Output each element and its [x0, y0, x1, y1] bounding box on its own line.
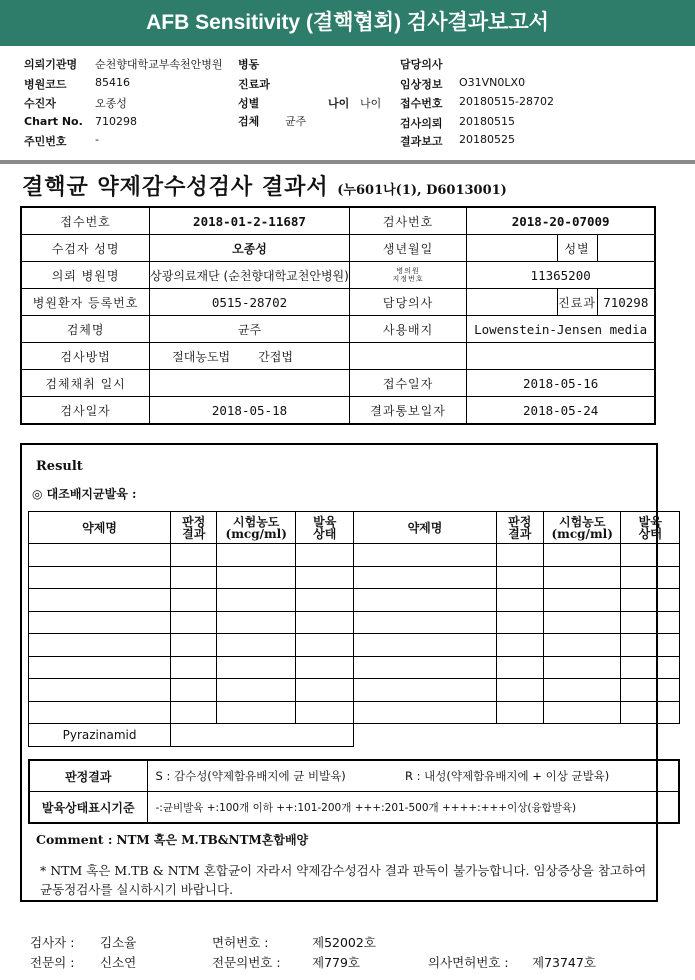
- patient-label: 수진자: [24, 97, 56, 110]
- table-row: [29, 589, 680, 612]
- collect-label: 검체채취 일시: [21, 370, 150, 397]
- specialist-label: 전문의 :: [30, 955, 75, 970]
- conc-header-2: 시험농도 (mcg/ml): [543, 512, 621, 544]
- drug-name-header-2: 약제명: [354, 512, 496, 544]
- hosp-code-label: 병원코드: [24, 78, 67, 91]
- birth-label: 생년월일: [349, 235, 466, 262]
- req-org-label: 의뢰기관명: [24, 58, 78, 71]
- rrn-value: -: [95, 133, 99, 146]
- judge-legend-label: 판정결과: [29, 760, 147, 792]
- examiner-label: 검사자 :: [30, 935, 75, 950]
- requested-label: 검사의뢰: [400, 117, 443, 130]
- designation-value: 11365200: [467, 262, 655, 289]
- comment-note: * NTM 혹은 M.TB & NTM 혼합균이 자라서 약제감수성검사 결과 판독이 불가능합니다. 임상증상을 참고하여 균동정검사를 실시하시기 바랍니다.: [40, 863, 647, 897]
- notified-label: 결과통보일자: [349, 397, 466, 425]
- result-box: [20, 443, 662, 902]
- requested-value: 20180515: [459, 115, 515, 128]
- growth-legend-label: 발육상태표시기준: [29, 792, 147, 824]
- table-row: [29, 544, 680, 567]
- specimen-name-label: 검체명: [21, 316, 150, 343]
- table-row: [29, 611, 680, 634]
- table-row: [29, 566, 680, 589]
- pyrazinamid-cell: Pyrazinamid: [29, 724, 171, 747]
- growth-header: 발육 상태: [296, 512, 354, 544]
- birth-value: [467, 235, 557, 262]
- ward-label: 병동: [238, 58, 260, 71]
- judge-header-2: 판정 결과: [496, 512, 543, 544]
- drug-table: [28, 511, 680, 747]
- conc-header: 시험농도 (mcg/ml): [217, 512, 296, 544]
- exam-no-value: 20180515-28702: [459, 95, 554, 108]
- chart-label: Chart No.: [24, 115, 83, 128]
- control-culture-label: ◎ 대조배지균발육 :: [32, 487, 137, 501]
- specialist-no-label: 전문의번호 :: [212, 955, 281, 970]
- patient-value: 오종성: [95, 97, 127, 110]
- tested-value: 2018-05-18: [150, 397, 350, 425]
- table-row: [29, 634, 680, 657]
- table-row: [29, 656, 680, 679]
- clinical-label: 임상정보: [400, 78, 443, 91]
- received-value: 2018-05-16: [467, 370, 655, 397]
- sex-label: 성별: [557, 235, 597, 262]
- result-heading: Result: [36, 459, 83, 474]
- dept-value: 710298: [597, 289, 655, 316]
- age-label: 나이: [328, 97, 350, 110]
- drug-name-header: 약제명: [29, 512, 171, 544]
- test-no-value: 2018-20-07009: [467, 207, 655, 235]
- receipt-no-label: 접수번호: [21, 207, 150, 235]
- rrn-label: 주민번호: [24, 135, 67, 148]
- designation-label: 병의원 지정번호: [349, 262, 466, 289]
- doctor-label-cell: 담당의사: [349, 289, 466, 316]
- req-org-value: 순천향대학교부속천안병원: [95, 58, 223, 71]
- age-value: 나이: [360, 97, 382, 110]
- report-banner: AFB Sensitivity (결핵협회) 검사결과보고서: [0, 0, 695, 46]
- reg-no-label: 병원환자 등록번호: [21, 289, 150, 316]
- reported-label: 결과보고: [400, 135, 443, 148]
- comment-value: NTM 혹은 M.TB&NTM혼합배양: [116, 833, 309, 847]
- comment-line: Comment : NTM 혹은 M.TB&NTM혼합배양: [36, 832, 309, 847]
- legend-r: R : 내성(약제함유배지에 + 이상 균발육): [397, 760, 679, 792]
- chart-value: 710298: [95, 115, 137, 128]
- hospital-label: 의뢰 병원명: [21, 262, 150, 289]
- receipt-no-value: 2018-01-2-11687: [150, 207, 350, 235]
- dept-label-cell: 진료과: [557, 289, 597, 316]
- tested-label: 검사일자: [21, 397, 150, 425]
- doctor-value: [467, 289, 557, 316]
- specimen-name-value: 균주: [150, 316, 350, 343]
- medium-value: Lowenstein-Jensen media: [467, 316, 655, 343]
- table-row: [29, 701, 680, 724]
- growth-legend: -:균비발육 +:100개 이하 ++:101-200개 +++:201-500개 ++++:+++이상(융합발육): [147, 792, 679, 824]
- license-label: 면허번호 :: [212, 935, 269, 950]
- document-ref: (누601나(1), D6013001): [337, 183, 507, 198]
- hosp-code-value: 85416: [95, 76, 130, 89]
- method-value: 절대농도법 간접법: [150, 343, 350, 370]
- growth-header-2: 발육 상태: [621, 512, 680, 544]
- method-label: 검사방법: [21, 343, 150, 370]
- doctor-label: 담당의사: [400, 58, 443, 71]
- reported-value: 20180525: [459, 133, 515, 146]
- md-no-label: 의사면허번호 :: [428, 955, 509, 970]
- received-label: 접수일자: [349, 370, 466, 397]
- judge-header: 판정 결과: [171, 512, 217, 544]
- legend-table: [28, 759, 680, 824]
- patient-info-table: [20, 206, 656, 425]
- name-value: 오종성: [150, 235, 350, 262]
- test-no-label: 검사번호: [349, 207, 466, 235]
- name-label: 수검자 성명: [21, 235, 150, 262]
- hospital-value: 상광의료재단 (순천향대학교천안병원): [150, 262, 350, 289]
- license-value: 제52002호: [312, 935, 376, 950]
- clinical-value: O31VN0LX0: [459, 76, 526, 89]
- collect-value: [150, 370, 350, 397]
- legend-s: S : 감수성(약제함유배지에 균 비발육): [147, 760, 397, 792]
- md-no-value: 제73747호: [532, 955, 596, 970]
- specialist-no-value: 제779호: [312, 955, 361, 970]
- reg-no-value: 0515-28702: [150, 289, 350, 316]
- specimen-label: 검체: [238, 115, 260, 128]
- specimen-value: 균주: [285, 115, 307, 128]
- examiner-value: 김소율: [100, 935, 137, 950]
- specialist-value: 신소연: [100, 955, 137, 970]
- dept-label: 진료과: [238, 78, 270, 91]
- header-divider: [0, 160, 695, 164]
- notified-value: 2018-05-24: [467, 397, 655, 425]
- document-title: 결핵균 약제감수성검사 결과서 (누601나(1), D6013001): [22, 174, 507, 200]
- medium-label: 사용배지: [349, 316, 466, 343]
- exam-no-label: 접수번호: [400, 97, 443, 110]
- table-row: [29, 724, 680, 747]
- sex-label: 성별: [238, 97, 260, 110]
- sex-value: [597, 235, 655, 262]
- table-row: [29, 679, 680, 702]
